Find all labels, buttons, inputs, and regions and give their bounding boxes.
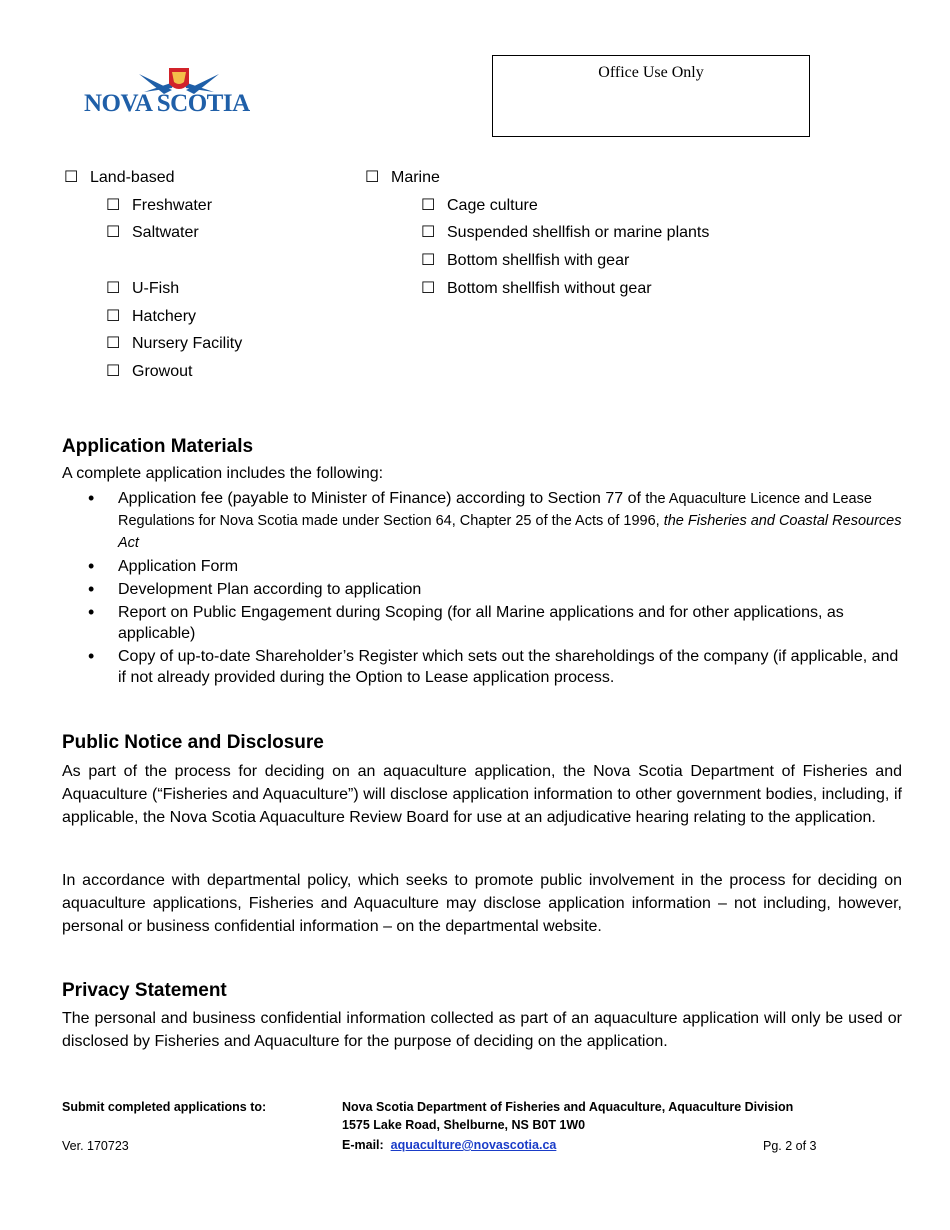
checkbox-u-fish[interactable]: ☐ U-Fish — [106, 280, 180, 297]
submit-label: Submit completed applications to: — [62, 1100, 267, 1114]
office-use-box — [492, 55, 810, 137]
privacy-para: The personal and business confidential information collected as part of an aquaculture application will only be used or disclosed by Fisheries and Aquaculture for the purpose of deciding on the application. — [62, 1010, 902, 1050]
nova-scotia-logo — [84, 64, 274, 124]
checkbox-icon[interactable]: ☐ — [106, 197, 121, 214]
public-notice-para-2: In accordance with departmental policy, which seeks to promote public involvement in the process for deciding on aquaculture applications, Fisheries and Aquaculture may disclose application information – not including, however, personal or business confidential information – on the departmental website. — [62, 872, 902, 935]
checkbox-marine[interactable]: ☐ Marine — [365, 169, 440, 186]
email-link[interactable]: aquaculture@novascotia.ca — [390, 1138, 557, 1152]
checkbox-cage-culture[interactable]: ☐ Cage culture — [421, 197, 538, 214]
checkbox-freshwater[interactable]: ☐ Freshwater — [106, 197, 213, 214]
checkbox-land-based[interactable]: ☐ Land-based — [64, 169, 175, 186]
application-materials-list — [62, 488, 902, 690]
checkbox-saltwater[interactable]: ☐ Saltwater — [106, 224, 199, 241]
application-materials-intro: A complete application includes the following: — [62, 465, 384, 482]
checkbox-nursery-facility[interactable]: ☐ Nursery Facility — [106, 335, 243, 352]
checkbox-icon[interactable]: ☐ — [106, 224, 121, 241]
footer-address: 1575 Lake Road, Shelburne, NS B0T 1W0 — [342, 1118, 586, 1132]
checkbox-icon[interactable]: ☐ — [421, 224, 436, 241]
list-item: • Development Plan according to application — [62, 579, 902, 600]
checkbox-icon[interactable]: ☐ — [106, 280, 121, 297]
page-number: Pg. 2 of 3 — [763, 1139, 817, 1153]
list-item: • Application fee (payable to Minister of Finance) according to Section 77 of the Aquaculture Licence and Lease Regulations for Nova Scotia made under Section 64, Chapter 25 of the Acts of 1996, the Fisheries and Coastal Resources Act — [62, 488, 902, 554]
logo-text: NOVA SCOTIA — [84, 90, 250, 117]
checkbox-icon[interactable]: ☐ — [421, 280, 436, 297]
checkbox-hatchery[interactable]: ☐ Hatchery — [106, 308, 197, 325]
checkbox-suspended-shellfish[interactable]: ☐ Suspended shellfish or marine plants — [421, 224, 710, 241]
public-notice-para-1: As part of the process for deciding on an aquaculture application, the Nova Scotia Department of Fisheries and Aquaculture (“Fisheries and Aquaculture”) will disclose application information to other government bodies, including, if applicable, the Nova Scotia Aquaculture Review Board for use at an adjudicative hearing relating to the application. — [62, 763, 902, 826]
public-notice-heading: Public Notice and Disclosure — [62, 732, 324, 753]
list-item: • Report on Public Engagement during Scoping (for all Marine applications and for other applications, as applicable) — [62, 602, 902, 644]
checkbox-bottom-shellfish-no-gear[interactable]: ☐ Bottom shellfish without gear — [421, 280, 652, 297]
checkbox-growout[interactable]: ☐ Growout — [106, 363, 193, 380]
list-item: • Application Form — [62, 556, 902, 577]
checkbox-icon[interactable]: ☐ — [106, 335, 121, 352]
checkbox-icon[interactable]: ☐ — [421, 252, 436, 269]
application-materials-heading: Application Materials — [62, 436, 254, 457]
checkbox-icon[interactable]: ☐ — [106, 363, 121, 380]
footer-email-row — [342, 1138, 556, 1152]
version-label: Ver. 170723 — [62, 1139, 129, 1153]
office-use-label: Office Use Only — [598, 64, 704, 81]
checkbox-icon[interactable]: ☐ — [365, 169, 380, 186]
checkbox-icon[interactable]: ☐ — [106, 308, 121, 325]
checkbox-icon[interactable]: ☐ — [64, 169, 79, 186]
email-label: E-mail: — [342, 1138, 384, 1152]
privacy-heading: Privacy Statement — [62, 980, 227, 1001]
footer-org: Nova Scotia Department of Fisheries and Aquaculture, Aquaculture Division — [342, 1100, 794, 1114]
list-item: • Copy of up-to-date Shareholder’s Register which sets out the shareholdings of the company (if applicable, and if not already provided during the Option to Lease application process. — [62, 646, 902, 688]
checkbox-bottom-shellfish-gear[interactable]: ☐ Bottom shellfish with gear — [421, 252, 630, 269]
checkbox-icon[interactable]: ☐ — [421, 197, 436, 214]
